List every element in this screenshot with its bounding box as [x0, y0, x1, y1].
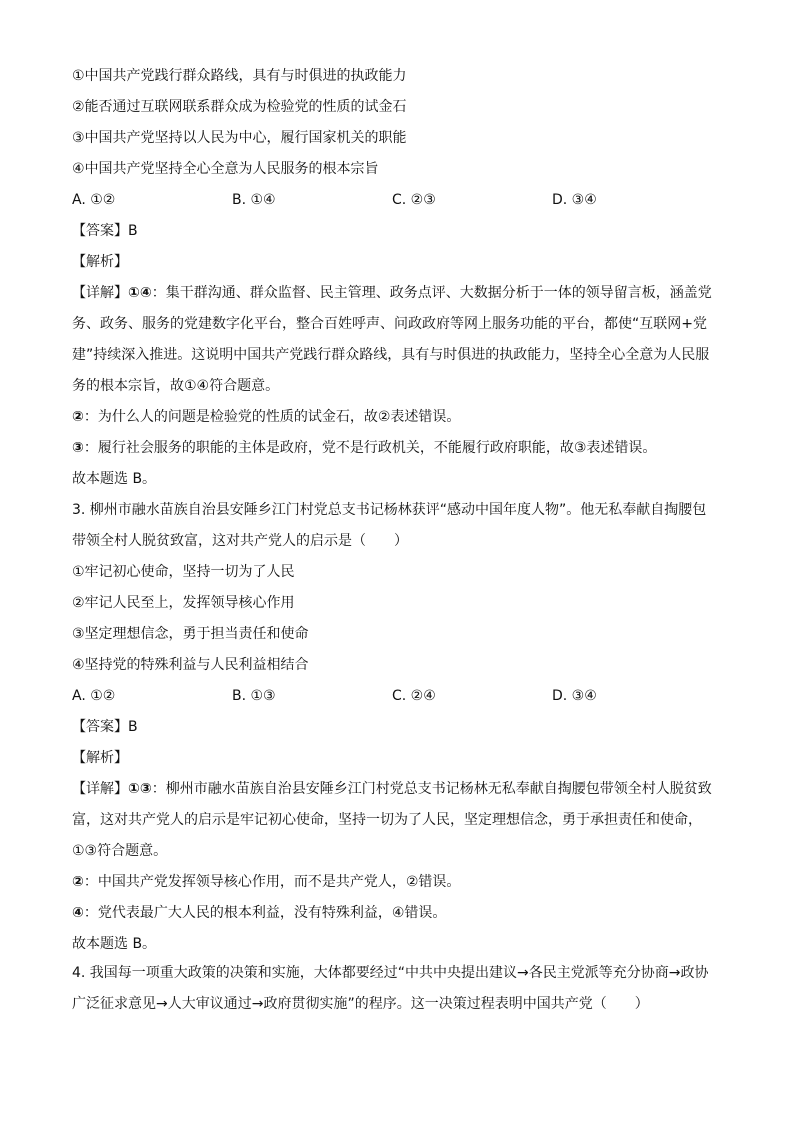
point-lead: ③: [72, 440, 84, 456]
answer-value: B: [128, 719, 138, 735]
detail-text: ：集干群沟通、群众监督、民主管理、政务点评、大数据分析于一体的领导留言板，涵盖党: [151, 285, 712, 301]
q3-detail-line-3: ①③符合题意。: [72, 843, 168, 859]
q3-option-d: D. ③④: [552, 688, 597, 704]
q3-conclusion: 故本题选 B。: [72, 936, 157, 952]
q3-point-4: [72, 899, 712, 930]
q2-point-2: [72, 403, 712, 434]
detail-label: 【详解】: [72, 285, 128, 301]
detail-lead: ①④: [128, 285, 152, 301]
point-text: ：为什么人的问题是检验党的性质的试金石，故②表述错误。: [83, 409, 461, 425]
q3-point-2: [72, 868, 712, 899]
q2-statement-2: ②能否通过互联网联系群众成为检验党的性质的试金石: [72, 99, 407, 115]
q2-detail-line-1: [72, 279, 712, 310]
q3-option-a: A. ①②: [72, 688, 116, 704]
q2-analysis-label: 【解析】: [72, 254, 128, 270]
point-lead: ②: [72, 409, 84, 425]
q2-detail-line-3: 建”持续深入推进。这说明中国共产党践行群众路线，具有与时俱进的执政能力，坚持全心全意为人民服: [72, 347, 710, 363]
q3-stem-line-2: 带领全村人脱贫致富，这对共产党人的启示是（ ）: [72, 533, 408, 549]
q2-detail-line-4: 务的根本宗旨，故①④符合题意。: [72, 378, 280, 394]
document-page: [72, 62, 712, 1021]
q2-option-a: A. ①②: [72, 192, 116, 208]
point-text: ：党代表最广大人民的根本利益，没有特殊利益，④错误。: [83, 905, 447, 921]
q2-point-3: [72, 434, 712, 465]
q3-statement-4: ④坚持党的特殊利益与人民利益相结合: [72, 657, 309, 673]
q3-stem-line-1: 3. 柳州市融水苗族自治县安陲乡江门村党总支书记杨林获评“感动中国年度人物”。他无私奉献自掏腰包: [72, 502, 707, 518]
q3-option-b: B. ①③: [232, 688, 276, 704]
q2-conclusion: 故本题选 B。: [72, 471, 157, 487]
point-lead: ②: [72, 874, 84, 890]
q3-statement-3: ③坚定理想信念，勇于担当责任和使命: [72, 626, 309, 642]
q2-detail-line-2: 务、政务、服务的党建数字化平台，整合百姓呼声、问政政府等网上服务功能的平台，都使“互联网+党: [72, 316, 707, 332]
point-text: ：中国共产党发挥领导核心作用，而不是共产党人，②错误。: [83, 874, 461, 890]
q4-stem-line-2: 广泛征求意见→人大审议通过→政府贯彻实施”的程序。这一决策过程表明中国共产党（ ）: [72, 996, 649, 1012]
point-lead: ④: [72, 905, 84, 921]
answer-value: B: [128, 223, 138, 239]
q3-detail-line-1: [72, 775, 712, 806]
q2-statement-4: ④中国共产党坚持全心全意为人民服务的根本宗旨: [72, 161, 379, 177]
q2-answer: [72, 217, 712, 248]
point-text: ：履行社会服务的职能的主体是政府，党不是行政机关，不能履行政府职能，故③表述错误。: [83, 440, 657, 456]
q3-answer: [72, 713, 712, 744]
q3-statement-1: ①牢记初心使命，坚持一切为了人民: [72, 564, 295, 580]
q2-option-d: D. ③④: [552, 192, 597, 208]
answer-label: 【答案】: [72, 719, 128, 735]
q2-option-c: C. ②③: [392, 192, 436, 208]
q4-stem-line-1: 4. 我国每一项重大政策的决策和实施，大体都要经过“中共中央提出建议→各民主党派等充分协商→政协: [72, 965, 709, 981]
q3-option-c: C. ②④: [392, 688, 436, 704]
detail-lead: ①③: [128, 781, 152, 797]
answer-label: 【答案】: [72, 223, 128, 239]
q3-detail-line-2: 富，这对共产党人的启示是牢记初心使命，坚持一切为了人民，坚定理想信念，勇于承担责任和使命，: [72, 812, 702, 828]
q2-options: [72, 186, 712, 217]
detail-text: ：柳州市融水苗族自治县安陲乡江门村党总支书记杨林无私奉献自掏腰包带领全村人脱贫致: [151, 781, 712, 797]
detail-label: 【详解】: [72, 781, 128, 797]
q2-statement-1: ①中国共产党践行群众路线，具有与时俱进的执政能力: [72, 68, 407, 84]
q3-options: [72, 682, 712, 713]
q3-analysis-label: 【解析】: [72, 750, 128, 766]
q2-statement-3: ③中国共产党坚持以人民为中心，履行国家机关的职能: [72, 130, 407, 146]
q3-statement-2: ②牢记人民至上，发挥领导核心作用: [72, 595, 295, 611]
q2-option-b: B. ①④: [232, 192, 276, 208]
